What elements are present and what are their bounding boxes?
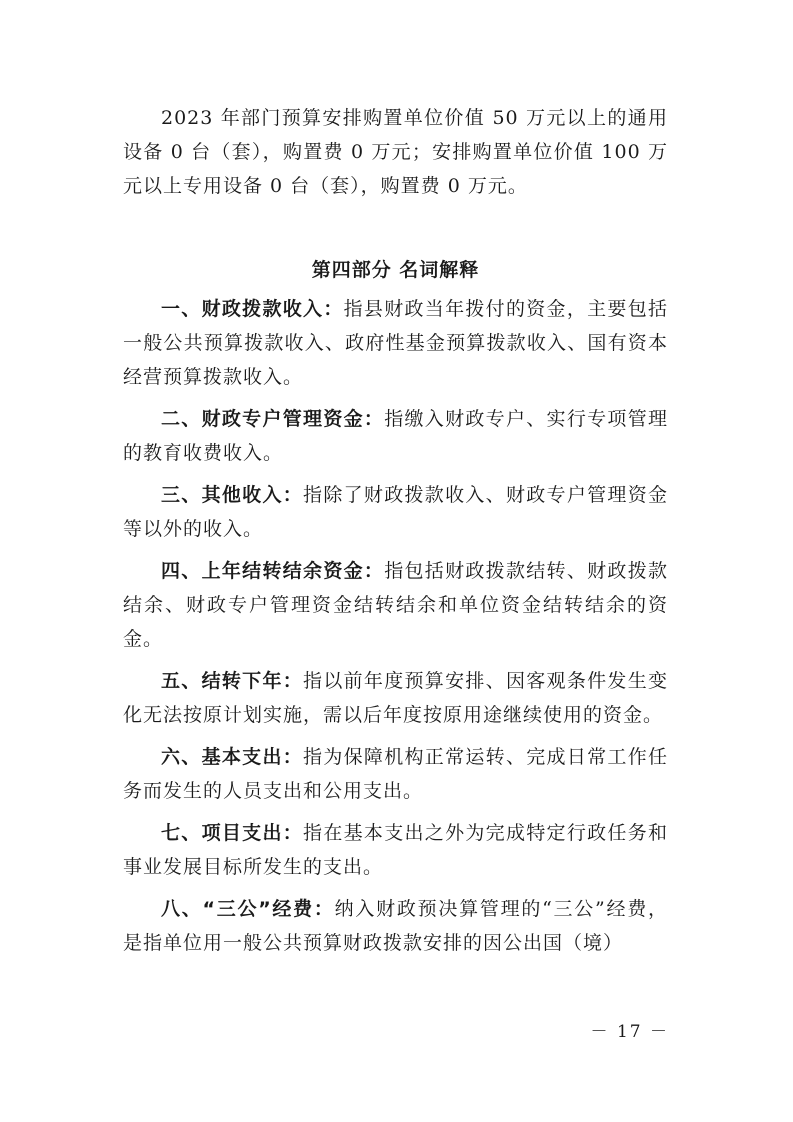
definition-text: 指在基本支出之外为完成特定行政任务和事业发展目标所发生的支出。 [123,822,668,878]
definition-term: 三、其他收入： [161,484,304,506]
page-number: － 17 － [590,1022,669,1042]
definition-item [123,664,668,732]
definition-text: 指县财政当年拨付的资金，主要包括一般公共预算拨款收入、政府性基金预算拨款收入、国有资本经营预算拨款收入。 [123,298,668,388]
definition-text: 指除了财政拨款收入、财政专户管理资金等以外的收入。 [123,484,668,540]
definition-term: 一、财政拨款收入： [161,298,344,320]
definition-text: 指缴入财政专户、实行专项管理的教育收费收入。 [123,408,668,464]
definition-term: 二、财政专户管理资金： [161,408,385,430]
glossary-section [123,253,668,287]
definition-term: 六、基本支出： [161,746,304,768]
intro-paragraph: 2023 年部门预算安排购置单位价值 50 万元以上的通用设备 0 台（套），购置费 0 万元；安排购置单位价值 100 万元以上专用设备 0 台（套），购置费 0 万元。 [123,107,668,197]
definition-item [123,892,668,960]
definition-item [123,478,668,546]
definition-term: 八、“三公”经费： [161,898,335,920]
definition-item [123,816,668,884]
definition-term: 五、结转下年： [161,670,304,692]
definition-text: 指以前年度预算安排、因客观条件发生变化无法按原计划实施，需以后年度按原用途继续使用的资金。 [123,670,668,726]
definitions-list [123,292,668,968]
definition-text: 指包括财政拨款结转、财政拨款结余、财政专户管理资金结转结余和单位资金结转结余的资金。 [123,560,668,650]
intro-section [123,101,668,211]
definition-item [123,292,668,394]
definition-text: 指为保障机构正常运转、完成日常工作任务而发生的人员支出和公用支出。 [123,746,668,802]
definition-item [123,740,668,808]
definition-text: 纳入财政预决算管理的“三公”经费，是指单位用一般公共预算财政拨款安排的因公出国（境） [123,898,668,954]
definition-term: 七、项目支出： [161,822,304,844]
definition-item [123,402,668,470]
definition-item [123,554,668,656]
definition-term: 四、上年结转结余资金： [161,560,385,582]
section-title: 第四部分 名词解释 [311,259,480,281]
